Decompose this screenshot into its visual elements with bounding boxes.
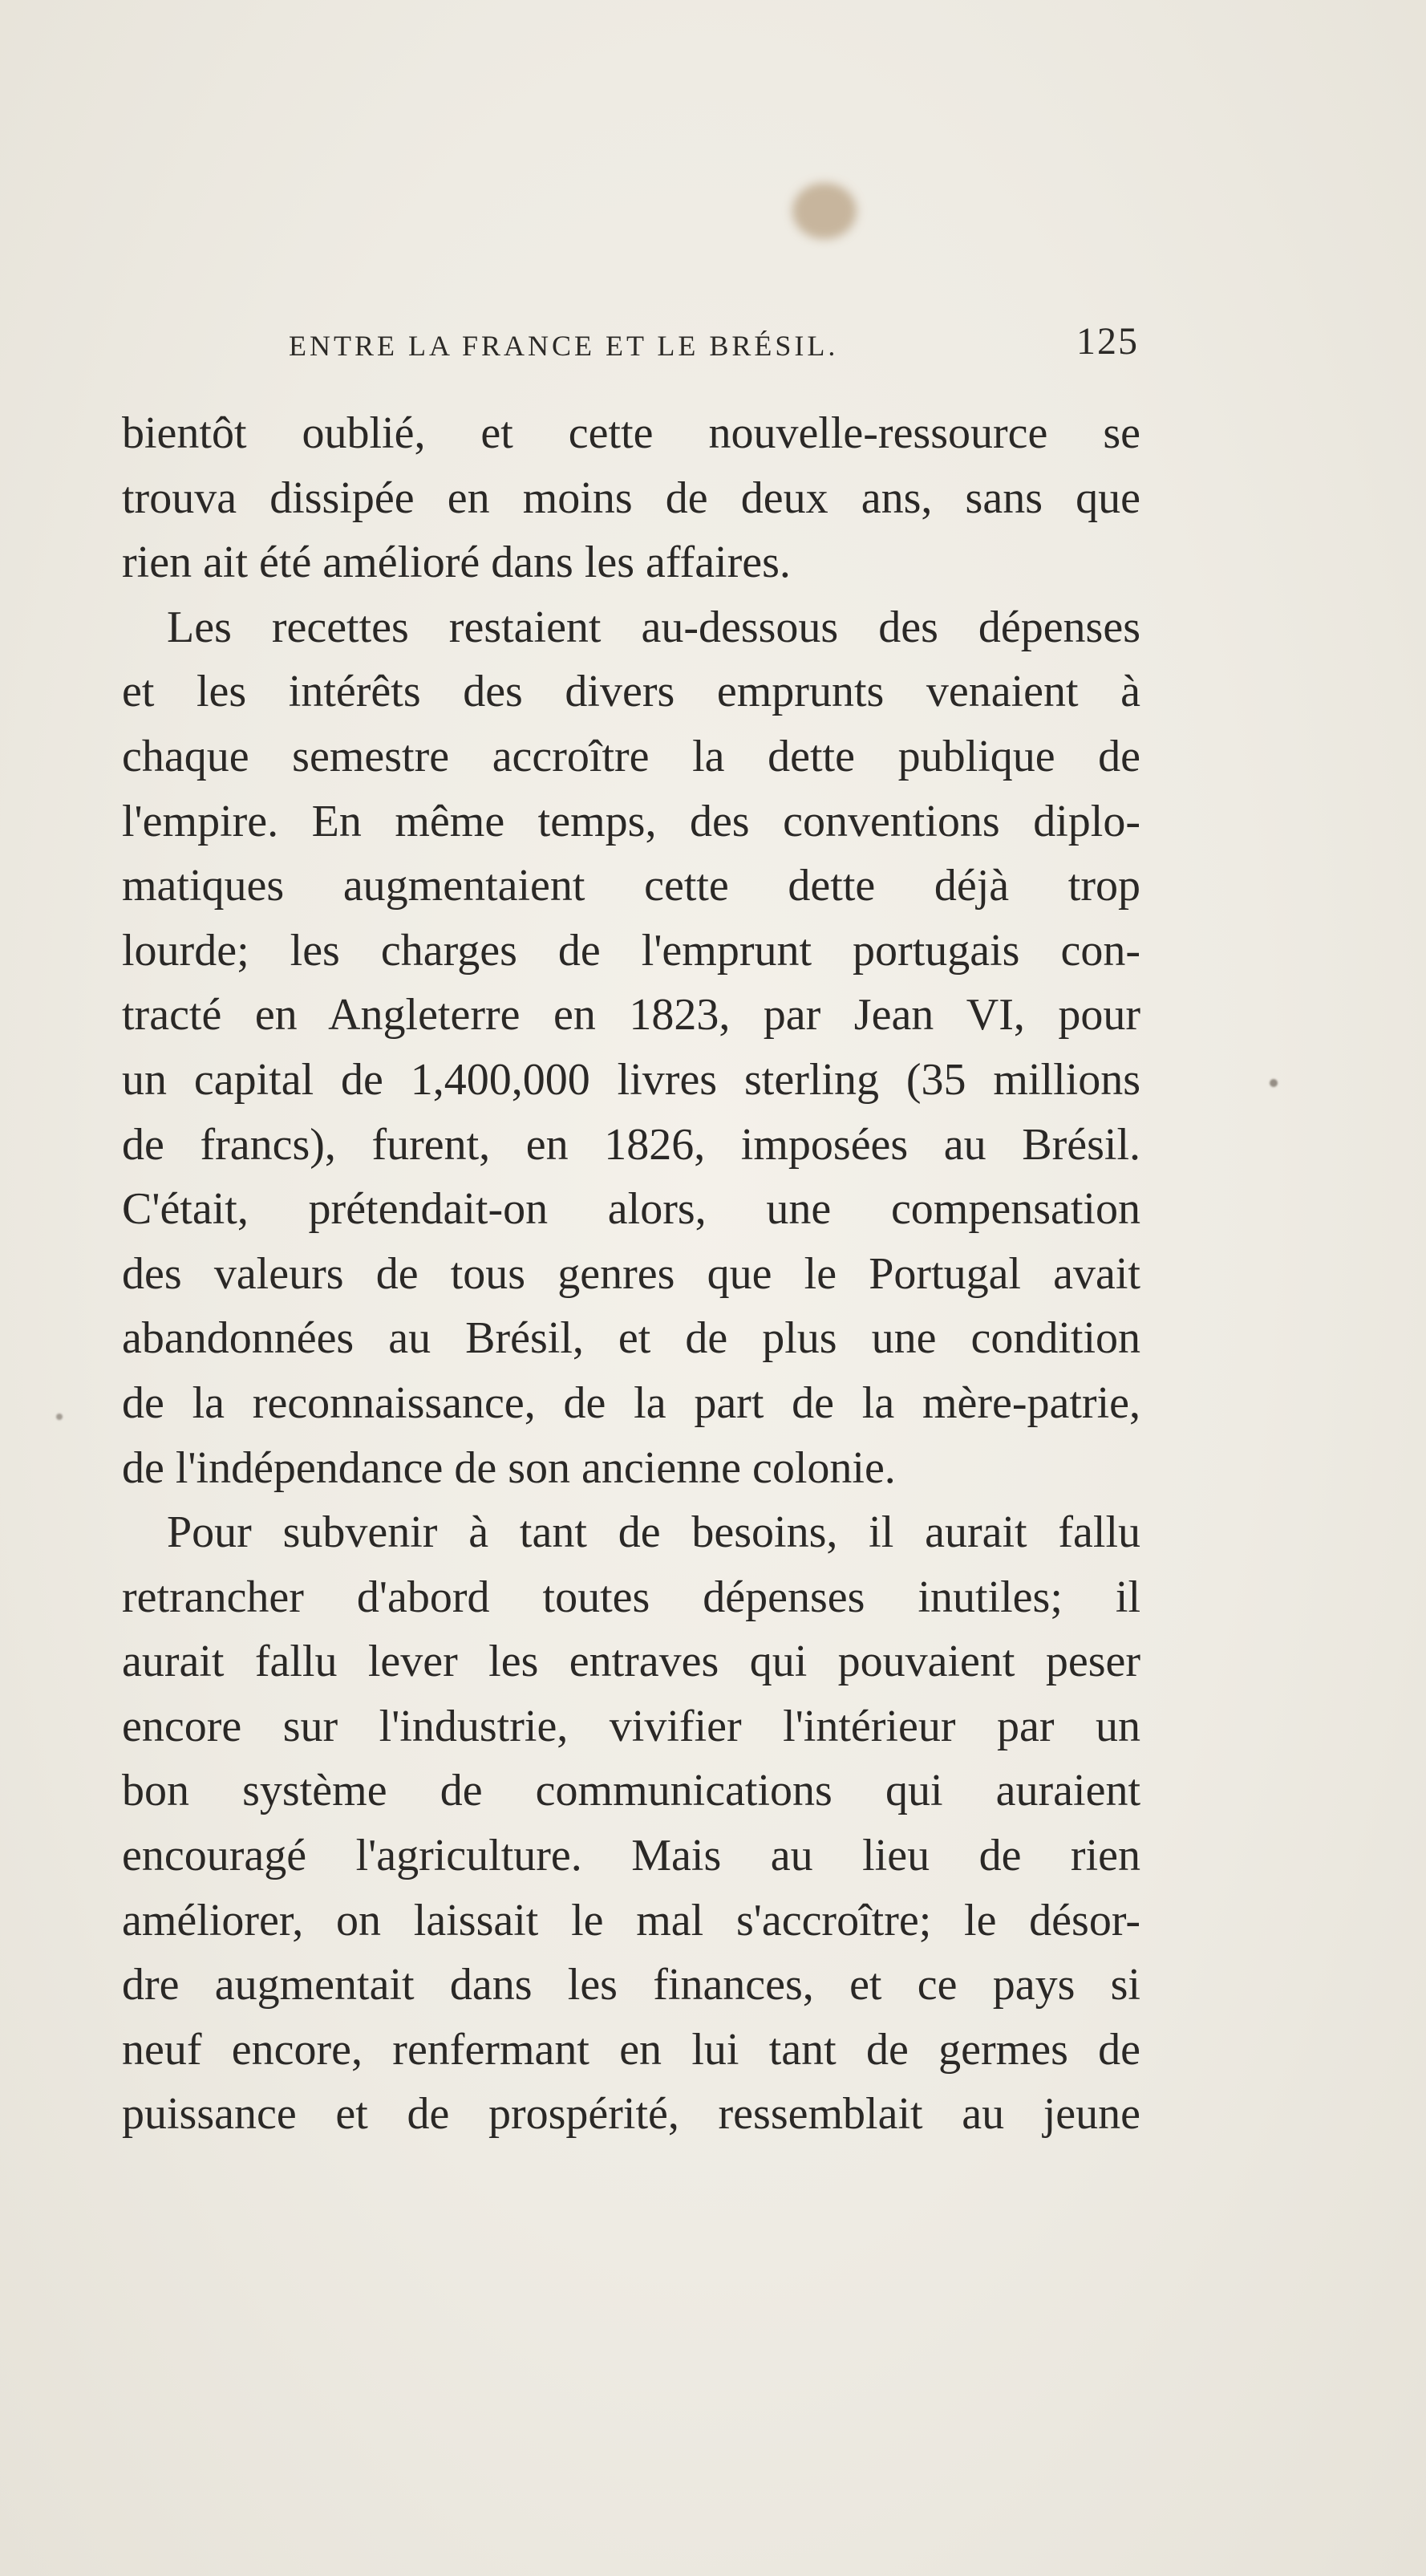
- page-number: 125: [1076, 320, 1139, 363]
- text-line: de l'indépendance de son ancienne colonie.: [122, 1442, 896, 1493]
- text-line: Pour subvenir à tant de besoins, il aurait fallu: [167, 1507, 1140, 1558]
- text-line: abandonnées au Brésil, et de plus une condition: [122, 1313, 1140, 1364]
- text-line: bientôt oublié, et cette nouvelle-ressource se: [122, 408, 1140, 458]
- text-line: aurait fallu lever les entraves qui pouvaient peser: [122, 1637, 1140, 1687]
- text-line: puissance et de prospérité, ressemblait au jeune: [122, 2089, 1140, 2140]
- text-line: retrancher d'abord toutes dépenses inutiles; il: [122, 1572, 1140, 1622]
- text-line: tracté en Angleterre en 1823, par Jean VI, pour: [122, 990, 1140, 1041]
- text-line: bon système de communications qui auraient: [122, 1766, 1140, 1816]
- text-line: l'empire. En même temps, des conventions diplo-: [122, 796, 1140, 846]
- running-title: ENTRE LA FRANCE ET LE BRÉSIL.: [289, 330, 839, 362]
- foxing-stain: [792, 183, 857, 239]
- text-line: C'était, prétendait-on alors, une compensation: [122, 1184, 1140, 1235]
- running-head: [289, 320, 1139, 377]
- text-line: Les recettes restaient au-dessous des dépenses: [167, 602, 1140, 652]
- text-line: chaque semestre accroître la dette publique de: [122, 731, 1140, 781]
- text-line: dre augmentait dans les finances, et ce pays si: [122, 1960, 1140, 2010]
- text-line: rien ait été amélioré dans les affaires.: [122, 538, 791, 588]
- text-line: encore sur l'industrie, vivifier l'intérieur par un: [122, 1701, 1140, 1751]
- text-line: et les intérêts des divers emprunts venaient à: [122, 667, 1140, 717]
- text-line: neuf encore, renfermant en lui tant de germes de: [122, 2024, 1140, 2075]
- text-line: de francs), furent, en 1826, imposées au Brésil.: [122, 1119, 1140, 1170]
- ink-speck: [1270, 1079, 1278, 1087]
- text-line: de la reconnaissance, de la part de la mère-patrie,: [122, 1377, 1140, 1428]
- text-line: lourde; les charges de l'emprunt portugais con-: [122, 925, 1140, 976]
- body-text: [122, 401, 1140, 2147]
- text-line: trouva dissipée en moins de deux ans, sans que: [122, 473, 1140, 523]
- text-line: encouragé l'agriculture. Mais au lieu de rien: [122, 1831, 1140, 1881]
- text-line: un capital de 1,400,000 livres sterling (35 millions: [122, 1054, 1140, 1105]
- text-line: améliorer, on laissait le mal s'accroître; le désor-: [122, 1895, 1140, 1945]
- text-line: des valeurs de tous genres que le Portugal avait: [122, 1248, 1140, 1299]
- ink-speck: [56, 1414, 63, 1420]
- text-line: matiques augmentaient cette dette déjà trop: [122, 861, 1140, 911]
